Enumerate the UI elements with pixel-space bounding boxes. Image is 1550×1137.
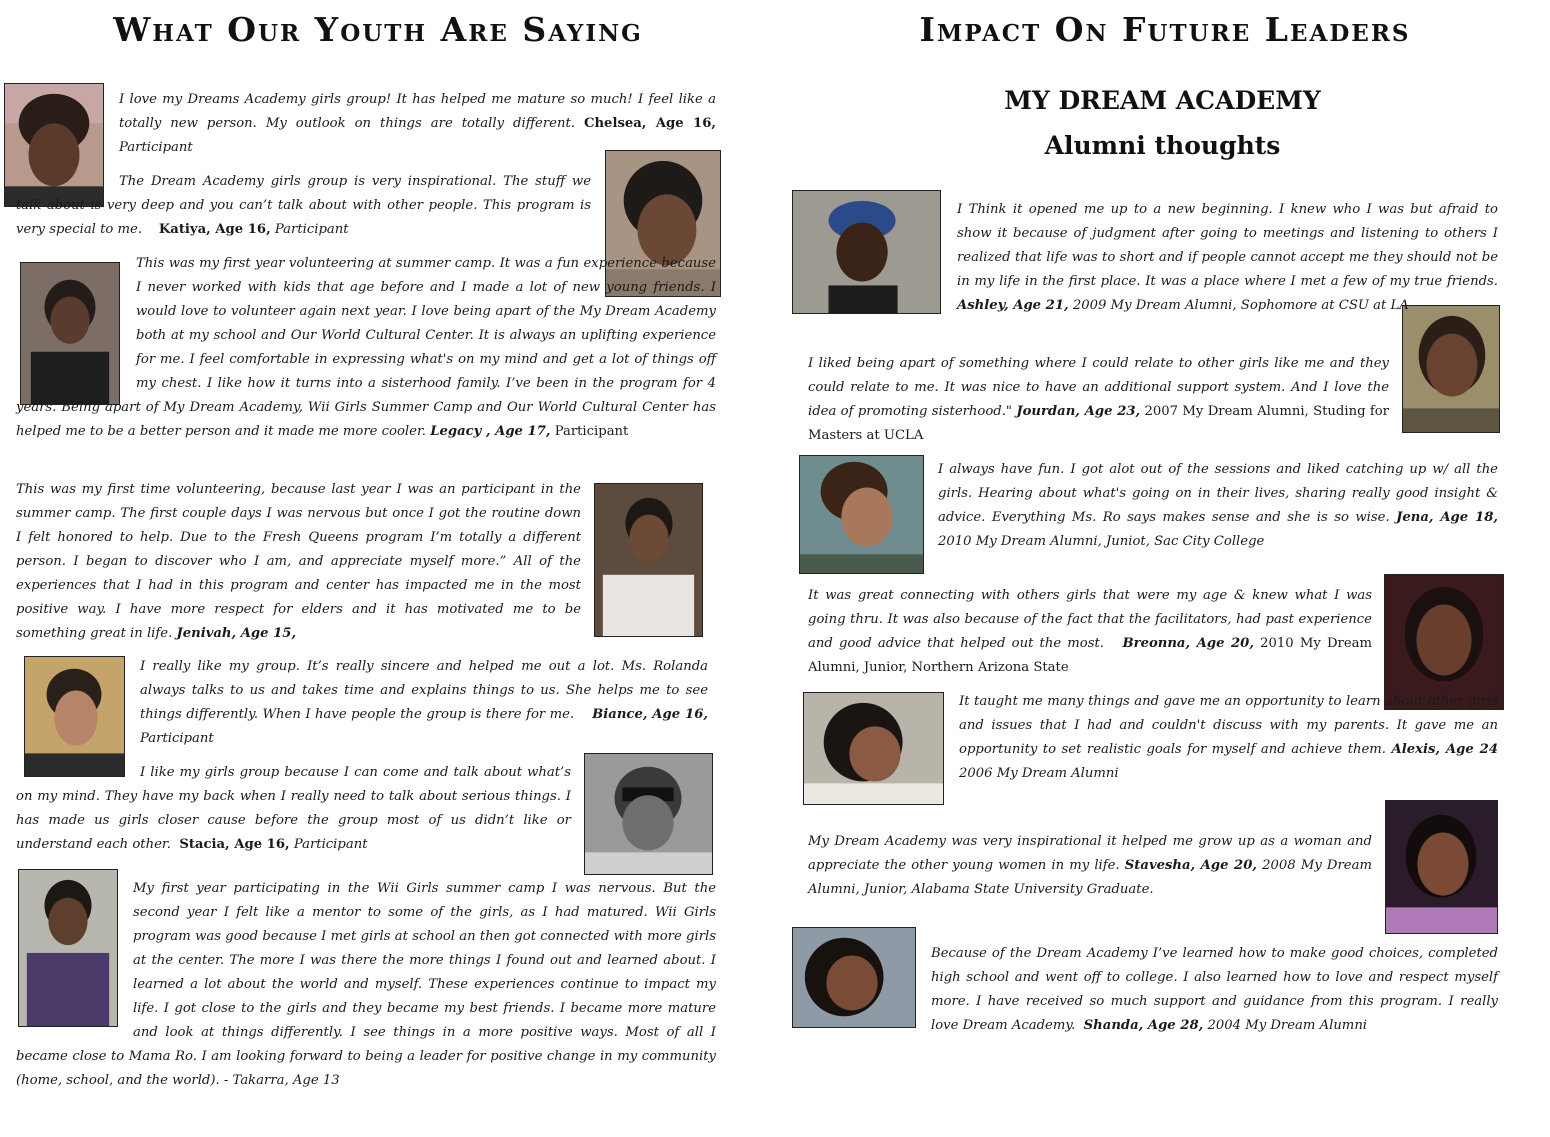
quote-ashley: I Think it opened me up to a new beginning. I knew who I was but afraid to show it because of judgment after going to meetings and listening to others I realized that life was to short and if people cannot accept me they should not be in my life in the first place. It was a place where I met a few of my true friends. Ashley, Age 21, 2009 My Dream Alumni, Sophomore at CSU at LA xyxy=(957,202,1498,313)
quote-author: Katiya, Age 16, xyxy=(158,222,271,237)
quote-shanda: Because of the Dream Academy I’ve learned how to make good choices, completed high school and went off to college. I also learned how to love and respect myself more. I have received so much support and guidance from this program. I really love Dream Academy. Shanda, Age 28, 2004 My Dream Alumni xyxy=(931,946,1498,1033)
quote-author: Chelsea, Age 16, xyxy=(583,116,716,131)
photo-jourdan xyxy=(1402,305,1500,433)
quote-jena: I always have fun. I got alot out of the sessions and liked catching up w/ all the girls. Hearing about what's going on in their lives, sharing really good insight & advice. Everything Ms. Ro says makes sense and she is so wise. Jena, Age 18, 2010 My Dream Alumni, Juniot, Sac City College xyxy=(938,462,1498,549)
quote-chelsea: I love my Dreams Academy girls group! It has helped me mature so much! I feel like a totally new person. My outlook on things are totally different. Chelsea, Age 16, Participant xyxy=(119,92,716,155)
alumni-heading: Alumni thoughts xyxy=(1044,131,1281,160)
quote-author: Biance, Age 16, xyxy=(592,707,708,722)
quote-biance: I really like my group. It’s really sincere and helped me out a lot. Ms. Rolanda always talks to us and takes time and explains things to us. She helps me to see things differently. When I have people the group is there for me. Biance, Age 16, Participant xyxy=(140,659,708,746)
photo-jenivah xyxy=(594,483,703,637)
quote-takarra: My first year participating in the Wii Girls summer camp I was nervous. But the second year I felt like a mentor to some of the girls, as I had matured. Wii Girls program was good because I met girls at school an then got connected with more girls at the center. The more I was there the more things I found out and learned about. I learned a lot about the world and myself. These experiences continue to impact my life. I got close to the girls and they became my best friends. I became more mature and look at things differently. I see things in a more positive ways. Most of all I became close to Mama Ro. I am looking forward to being a leader for positive change in my community (home, school, and the world). - Takarra, Age 13 xyxy=(16,881,716,1088)
quote-author: Stavesha, Age 20, xyxy=(1124,858,1257,873)
quote-katiya: The Dream Academy girls group is very inspirational. The stuff we talk about is very deep and you can’t talk about with other people. This program is very special to me. Katiya, Age 16, Participant xyxy=(16,174,591,237)
quote-author: Stacia, Age 16, xyxy=(179,837,290,852)
photo-biance xyxy=(24,656,125,777)
quote-author: Jenivah, Age 15, xyxy=(176,626,297,641)
quote-stacia: I like my girls group because I can come and talk about what’s on my mind. They have my back when I really need to talk about serious things. I has made us girls closer cause before the group most of us didn’t like or understand each other. Stacia, Age 16, Participant xyxy=(16,765,571,852)
quote-author: Alexis, Age 24 xyxy=(1391,742,1498,757)
quote-author: Legacy , Age 17, xyxy=(430,424,551,439)
quote-stavesha: My Dream Academy was very inspirational it helped me grow up as a woman and appreciate the other young women in my life. Stavesha, Age 20, 2008 My Dream Alumni, Junior, Alabama State University Graduate. xyxy=(808,834,1372,897)
photo-ashley xyxy=(792,190,941,314)
quote-author: Shanda, Age 28, xyxy=(1083,1018,1204,1033)
quote-breonna: It was great connecting with others girls that were my age & knew what I was going thru. It was also because of the fact that the facilitators, had past experience and good advice that helped out the most. Breonna, Age 20, 2010 My Dream Alumni, Junior, Northern Arizona State xyxy=(808,588,1372,675)
photo-stavesha xyxy=(1385,800,1498,934)
quote-alexis: It taught me many things and gave me an opportunity to learn about other girls and issues that I had and couldn't discuss with my parents. It gave me an opportunity to set realistic goals for myself and achieve them. Alexis, Age 24 2006 My Dream Alumni xyxy=(959,694,1498,781)
photo-stacia xyxy=(584,753,713,875)
quote-author: Breonna, Age 20, xyxy=(1122,636,1254,651)
left-page-title: What Our Youth Are Saying xyxy=(113,10,643,49)
quote-legacy: This was my first year volunteering at summer camp. It was a fun experience because I never worked with kids that age before and I made a lot of new young friends. I would love to volunteer again next year. I love being apart of the My Dream Academy both at my school and Our World Cultural Center. It is always an uplifting experience for me. I feel comfortable in expressing what's on my mind and get a lot of things off my chest. I like how it turns into a sisterhood family. I’ve been in the program for 4 years. Being apart of My Dream Academy, Wii Girls Summer Camp and Our World Cultural Center has helped me to be a better person and it made me more cooler. Legacy , Age 17, Participant xyxy=(16,256,716,439)
photo-shanda xyxy=(792,927,916,1028)
quote-author: Ashley, Age 21, xyxy=(957,298,1069,313)
quote-jourdan: I liked being apart of something where I could relate to other girls like me and they could relate to me. It was nice to have an additional support system. And I love the idea of promoting sisterhood." Jourdan, Age 23, 2007 My Dream Alumni, Studing for Masters at UCLA xyxy=(808,356,1389,443)
program-name: MY DREAM ACADEMY xyxy=(1004,86,1321,115)
quote-author: Jourdan, Age 23, xyxy=(1016,404,1141,419)
photo-jena xyxy=(799,455,924,574)
quote-jenivah: This was my first time volunteering, because last year I was an participant in the summer camp. The first couple days I was nervous but once I got the routine down I felt honored to help. Due to the Fresh Queens program I’m totally a different person. I began to discover who I am, and appreciate myself more.” All of the experiences that I had in this program and center has impacted me in the most positive way. I have more respect for elders and it has motivated me to be something great in life. Jenivah, Age 15, xyxy=(16,482,581,641)
photo-alexis xyxy=(803,692,944,805)
quote-author: Jena, Age 18, xyxy=(1396,510,1498,525)
right-page-title: Impact On Future Leaders xyxy=(919,10,1411,49)
